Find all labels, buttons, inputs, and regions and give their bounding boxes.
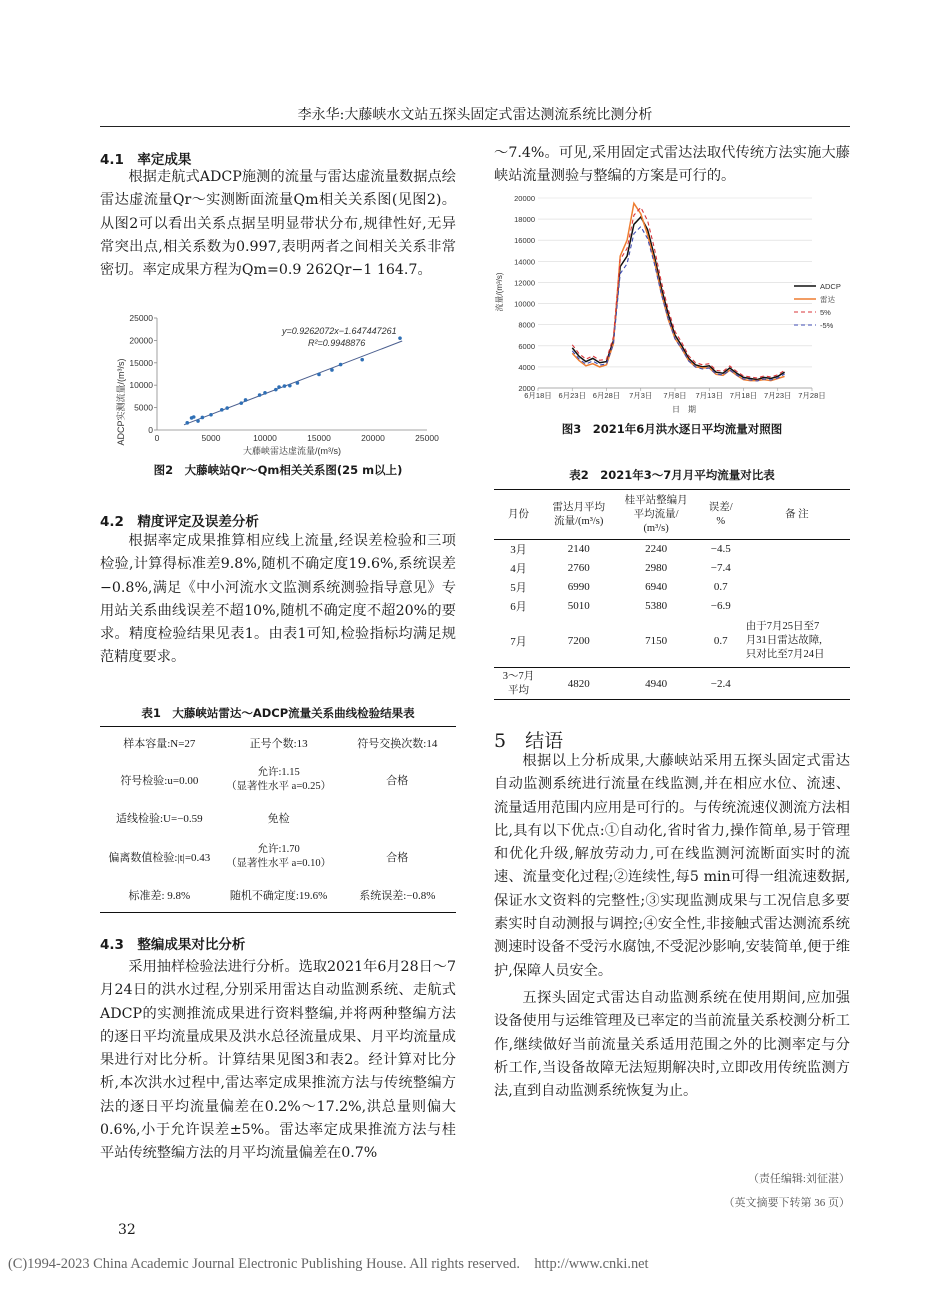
fig3-y-tick-label: 10000 [514, 299, 535, 309]
fig3-series-line [572, 203, 784, 380]
section-4-2-heading: 4.2 精度评定及误差分析 [100, 514, 259, 530]
section-4-1-heading: 4.1 率定成果 [100, 152, 192, 168]
figure-3-caption: 图3 2021年6月洪水逐日平均流量对照图 [561, 422, 783, 436]
table-header-cell: 雷达月平均 流量/(m³/s) [552, 501, 605, 527]
fig2-data-point [201, 416, 205, 420]
table-cell: 7150 [645, 635, 668, 648]
table-header-cell: 备 注 [785, 508, 809, 520]
table-header-cell: 月份 [508, 508, 529, 520]
table-cell: 4月 [510, 563, 527, 575]
figure-2-caption: 图2 大藤峡站Qr～Qm相关关系图(25 m以上) [153, 463, 403, 477]
table-row [100, 801, 456, 835]
table-cell: 样本容量:N=27 [123, 737, 196, 750]
fig2-data-point [225, 406, 229, 410]
table-header-cell: 桂平站整编月 平均流量/ (m³/s) [624, 494, 688, 534]
fig3-y-tick-label: 2000 [518, 384, 535, 393]
table-cell: 4820 [567, 677, 590, 690]
fig3-series-line [572, 217, 784, 380]
fig2-y-tick-label: 0 [148, 425, 153, 435]
table-cell: 允许:1.70 （显著性水平 a=0.10） [226, 843, 332, 869]
table-cell: 偏离数值检验:|t|=0.43 [108, 851, 211, 864]
table-cell: −7.4 [710, 562, 731, 574]
running-header: 李永华:大藤峡水文站五探头固定式雷达测流系统比测分析 [297, 107, 653, 123]
table-row [494, 616, 850, 668]
table-cell: 系统误差:−0.8% [359, 890, 436, 903]
table-1 [100, 726, 456, 913]
section-4-2-paragraph: 根据率定成果推算相应线上流量,经误差检验和三项检验,计算得标准差9.8%,随机不确定度19.6%,系统误差−0.8%,满足《中小河流水文监测系统测验指导意见》专用站关系曲线误差不超10%,随机不确定度不超20%的要求。精度检验结果见表1。由表1可知,检验指标均满足规范精度要求。 [100, 533, 456, 666]
page-number: 32 [118, 1222, 136, 1238]
table-row [100, 879, 456, 913]
table-cell: 合格 [386, 851, 409, 864]
table-cell: 2140 [567, 543, 590, 556]
table-row [100, 759, 456, 801]
fig2-data-point [339, 363, 343, 367]
fig3-legend-label: 5% [820, 308, 831, 317]
table-cell: 随机不确定度:19.6% [229, 890, 328, 903]
fig3-x-tick-label: 7月18日 [729, 391, 758, 400]
fig2-y-tick-label: 15000 [129, 357, 153, 368]
fig2-x-axis-label: 大藤峡雷达虚流量/(m³/s) [243, 446, 341, 456]
section-4-3-paragraph: 采用抽样检验法进行分析。选取2021年6月28日～7月24日的洪水过程,分别采用雷达自动监测系统、走航式ADCP的实测推流成果进行资料整编,并将两种整编方法的逐日平均流量成果及洪水总径流量成果、月平均流量成果进行对比分析。计算结果见图3和表2。经计算对比分析,本次洪水过程中,雷达率定成果推流方法与传统整编方法的逐日平均流量偏差在0.2%～17.2%,洪总量则偏大0.6%,小于允许误差±5%。雷达率定成果推流方法与桂平站传统整编方法的月平均流量偏差在0.7% [100, 959, 456, 1162]
fig2-data-point [263, 391, 267, 395]
fig3-legend-label: ADCP [820, 282, 841, 291]
table-cell: 6990 [567, 581, 590, 593]
fig2-y-tick-label: 5000 [134, 402, 153, 413]
table-cell: 3～7月 平均 [502, 670, 535, 696]
fig2-x-tick-label: 0 [154, 433, 160, 443]
table-cell: 4940 [645, 677, 668, 690]
fig2-data-point [288, 384, 292, 388]
fig2-data-point [209, 413, 213, 417]
fig2-data-point [330, 368, 334, 372]
fig2-data-point [239, 401, 243, 405]
fig3-x-axis-label: 日 期 [672, 405, 696, 414]
fig2-x-tick-label: 20000 [361, 433, 385, 443]
table-cell-note: 由于7月25日至7 月31日雷达故障, 只对比至7月24日 [745, 621, 825, 661]
table-row [100, 727, 456, 759]
copyright-footer: (C)1994-2023 China Academic Journal Electronic Publishing House. All rights reserved. http://www.cnki.net [8, 1256, 649, 1272]
fig3-y-tick-label: 18000 [514, 215, 535, 225]
right-continuation [494, 142, 850, 189]
table-cell: 2240 [645, 543, 668, 556]
fig3-x-tick-label: 6月23日 [558, 391, 587, 400]
fig2-equation: y=0.9262072x−1.647447261 [282, 326, 397, 336]
table-cell: 5380 [645, 600, 668, 612]
fig3-y-tick-label: 20000 [514, 194, 535, 203]
fig2-data-point [296, 381, 300, 385]
fig3-legend-label: 雷达 [820, 295, 835, 304]
fig2-y-axis-label: ADCP实测流量/(m³/s) [116, 358, 126, 446]
section-4-3-heading: 4.3 整编成果对比分析 [100, 937, 246, 953]
fig2-data-point [283, 384, 287, 388]
table-cell: 允许:1.15 （显著性水平 a=0.25） [226, 766, 332, 792]
fig2-data-point [185, 421, 189, 425]
table-cell: 2760 [567, 562, 590, 574]
table-cell: 2980 [645, 562, 668, 574]
section-4-3-body [100, 956, 456, 1166]
table-cell: 合格 [386, 774, 409, 787]
table-cell: 标准差: 9.8% [128, 890, 191, 903]
fig3-y-tick-label: 12000 [514, 278, 535, 288]
fig2-data-point [360, 358, 364, 362]
fig3-x-tick-label: 7月3日 [629, 391, 653, 400]
table-row [494, 578, 850, 597]
table-cell: 符号交换次数:14 [357, 737, 438, 750]
table-cell: −2.4 [710, 677, 731, 690]
fig3-y-tick-label: 16000 [514, 236, 535, 246]
fig3-legend-label: -5% [820, 321, 834, 330]
table-1-caption: 表1 大藤峡站雷达～ADCP流量关系曲线检验结果表 [141, 706, 415, 720]
fig2-y-tick-label: 20000 [129, 335, 153, 346]
table-cell: 6月 [510, 601, 527, 613]
fig3-series-line [572, 207, 784, 378]
table-cell: 5月 [510, 582, 527, 594]
editor-note: （责任编辑:刘征湛） [747, 1173, 850, 1185]
table-cell: 7200 [567, 635, 590, 648]
fig3-y-tick-label: 4000 [518, 362, 535, 372]
fig3-x-tick-label: 6月18日 [524, 391, 552, 400]
table-cell: 6940 [645, 581, 668, 593]
header-rule [100, 126, 850, 127]
table-2 [494, 489, 850, 700]
section-5-paragraph-2: 五探头固定式雷达自动监测系统在使用期间,应加强设备使用与运维管理及已率定的当前流量关系校测分析工作,继续做好当前流量关系适用范围之外的比测率定与分析工作,当设备故障无法短期解决时,立即改用传统监测方法,直到自动监测系统恢复为止。 [494, 989, 850, 1100]
table-cell: 5010 [567, 600, 590, 612]
section-5-body [494, 750, 850, 1103]
table-cell: 0.7 [713, 635, 728, 648]
table-header-cell: 误差/ % [708, 501, 733, 527]
fig3-y-axis-label: 流量/(m³/s) [495, 272, 504, 312]
fig2-data-point [398, 336, 402, 340]
fig3-x-tick-label: 7月8日 [663, 391, 687, 400]
fig2-data-point [192, 415, 196, 419]
fig2-data-point [244, 398, 248, 402]
table-cell: 适线检验:U=−0.59 [115, 812, 203, 825]
fig2-data-point [220, 408, 224, 412]
fig2-data-point [317, 373, 321, 377]
fig3-x-tick-label: 6月28日 [592, 391, 621, 400]
table-cell: 正号个数:13 [249, 737, 308, 750]
fig2-x-tick-label: 15000 [307, 433, 331, 443]
fig2-data-point [196, 419, 200, 423]
fig2-r-squared: R²=0.9948876 [308, 338, 366, 348]
table-row [494, 559, 850, 578]
fig2-y-tick-label: 25000 [129, 313, 153, 323]
table-cell: 符号检验:u=0.00 [120, 774, 199, 787]
fig2-x-tick-label: 5000 [201, 433, 221, 443]
fig3-y-tick-label: 8000 [518, 320, 535, 330]
fig2-data-point [258, 393, 262, 397]
section-4-1-body [100, 166, 456, 282]
fig2-x-tick-label: 10000 [253, 433, 277, 443]
fig3-y-tick-label: 14000 [514, 257, 535, 267]
continued-note: （英文摘要下转第 36 页） [723, 1197, 850, 1209]
table-row [494, 540, 850, 559]
fig2-y-tick-label: 10000 [129, 380, 153, 391]
section-4-1-paragraph: 根据走航式ADCP施测的流量与雷达虚流量数据点绘雷达虚流量Qr～实测断面流量Qm相关关系图(见图2)。从图2可以看出关系点据呈明显带状分布,规律性好,无异常突出点,相关系数为0.997,表明两者之间相关关系非常密切。率定成果方程为Qm=0.9 262Qr−1 164.7。 [100, 169, 456, 279]
section-4-2-body [100, 530, 456, 670]
fig2-x-tick-label: 25000 [415, 433, 439, 443]
table-2-caption: 表2 2021年3～7月月平均流量对比表 [569, 468, 775, 482]
section-5-paragraph-1: 根据以上分析成果,大藤峡站采用五探头固定式雷达自动监测系统进行流量在线监测,并在相应水位、流速、流量适用范围内应用是可行的。与传统流速仪测流方法相比,具有以下优点:①自动化,省时省力,操作简单,易于管理和优化升级,解放劳动力,可在线监测河流断面实时的流速、流量变化过程;②连续性,每5 min可得一组流速数据,保证水文资料的完整性;③实现监测成果与工况信息多要素实时自动测报与调控;④安全性,非接触式雷达测流系统测速时设备不受污水腐蚀,不受泥沙影响,安装简单,便于维护,保障人员安全。 [494, 753, 850, 979]
fig2-data-point [277, 385, 281, 389]
fig3-y-tick-label: 6000 [518, 341, 535, 351]
fig2-data-point [274, 388, 278, 392]
fig3-x-tick-label: 7月23日 [763, 391, 792, 400]
section-5-heading: 5 结语 [494, 730, 564, 752]
table-row [494, 597, 850, 616]
table-row [100, 835, 456, 879]
continuation-paragraph: ～7.4%。可见,采用固定式雷达法取代传统方法实施大藤峡站流量测验与整编的方案是可行的。 [494, 145, 850, 185]
table-cell: 0.7 [713, 581, 728, 593]
figure-3-line-chart [494, 190, 850, 418]
table-header-row [494, 490, 850, 540]
fig3-x-tick-label: 7月28日 [798, 391, 826, 400]
table-cell: −4.5 [710, 543, 731, 556]
table-cell: 免检 [267, 812, 290, 825]
table-cell: 3月 [510, 544, 527, 557]
table-row [494, 668, 850, 700]
figure-2-scatter-chart [112, 312, 450, 460]
fig3-x-tick-label: 7月13日 [695, 391, 724, 400]
fig2-trendline [184, 341, 402, 425]
table-cell: 7月 [510, 636, 527, 649]
table-cell: −6.9 [710, 600, 731, 612]
